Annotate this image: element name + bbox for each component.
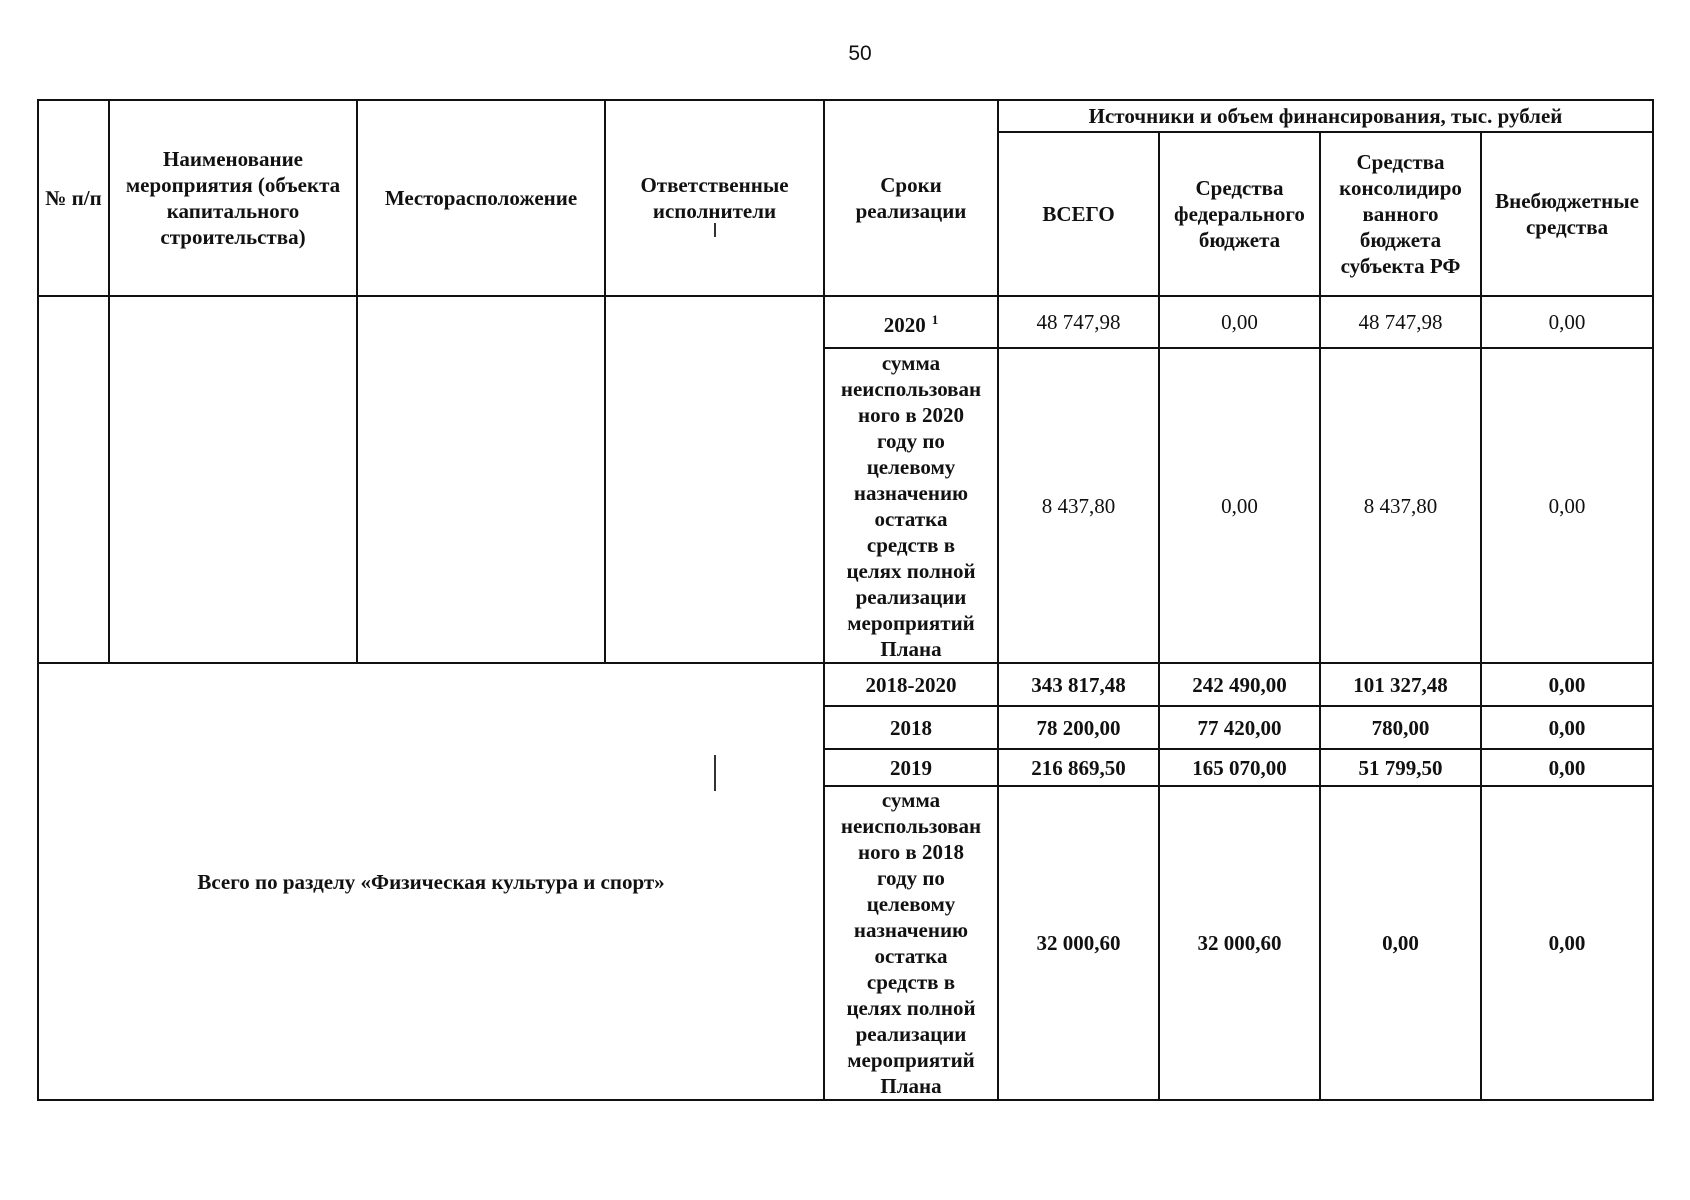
summary-label: Всего по разделу «Физическая культура и спорт» bbox=[38, 663, 824, 1100]
header-regional: Средства консолидиро ванного бюджета субъекта РФ bbox=[1320, 132, 1481, 296]
federal-cell: 165 070,00 bbox=[1159, 749, 1320, 786]
cell-location bbox=[357, 296, 605, 663]
header-terms: Сроки реализации bbox=[824, 100, 998, 296]
header-extra: Внебюджетные средства bbox=[1481, 132, 1653, 296]
extra-cell: 0,00 bbox=[1481, 786, 1653, 1100]
total-cell: 32 000,60 bbox=[998, 786, 1159, 1100]
term-text: 2020 bbox=[883, 312, 926, 337]
term-cell: 2018 bbox=[824, 706, 998, 749]
page-number: 50 bbox=[848, 42, 872, 65]
header-funding-group: Источники и объем финансирования, тыс. рублей bbox=[998, 100, 1653, 132]
scan-mark bbox=[714, 223, 716, 237]
federal-cell: 0,00 bbox=[1159, 296, 1320, 348]
header-location: Месторасположение bbox=[357, 100, 605, 296]
cell-name bbox=[109, 296, 357, 663]
financing-table bbox=[37, 99, 1654, 1101]
extra-cell: 0,00 bbox=[1481, 296, 1653, 348]
total-cell: 48 747,98 bbox=[998, 296, 1159, 348]
header-name: Наименование мероприятия (объекта капитального строительства) bbox=[109, 100, 357, 296]
extra-cell: 0,00 bbox=[1481, 706, 1653, 749]
regional-cell: 48 747,98 bbox=[1320, 296, 1481, 348]
table-row bbox=[38, 296, 1653, 348]
extra-cell: 0,00 bbox=[1481, 348, 1653, 663]
federal-cell: 32 000,60 bbox=[1159, 786, 1320, 1100]
total-cell: 216 869,50 bbox=[998, 749, 1159, 786]
regional-cell: 51 799,50 bbox=[1320, 749, 1481, 786]
extra-cell: 0,00 bbox=[1481, 749, 1653, 786]
scan-mark bbox=[714, 755, 716, 791]
header-total: ВСЕГО bbox=[998, 132, 1159, 296]
header-responsible: Ответственные исполнители bbox=[605, 100, 824, 296]
footnote-marker: 1 bbox=[931, 311, 939, 327]
regional-cell: 0,00 bbox=[1320, 786, 1481, 1100]
term-cell bbox=[824, 296, 998, 348]
regional-cell: 8 437,80 bbox=[1320, 348, 1481, 663]
regional-cell: 101 327,48 bbox=[1320, 663, 1481, 706]
extra-cell: 0,00 bbox=[1481, 663, 1653, 706]
total-cell: 343 817,48 bbox=[998, 663, 1159, 706]
term-note-cell: сумма неиспользован ного в 2018 году по целевому назначению остатка средств в целях полной реализации мероприятий Плана bbox=[824, 786, 998, 1100]
cell-num bbox=[38, 296, 109, 663]
header-federal: Средства федерального бюджета bbox=[1159, 132, 1320, 296]
cell-responsible bbox=[605, 296, 824, 663]
summary-row bbox=[38, 663, 1653, 706]
regional-cell: 780,00 bbox=[1320, 706, 1481, 749]
term-cell: 2018-2020 bbox=[824, 663, 998, 706]
total-cell: 78 200,00 bbox=[998, 706, 1159, 749]
term-note-cell: сумма неиспользован ного в 2020 году по целевому назначению остатка средств в целях полной реализации мероприятий Плана bbox=[824, 348, 998, 663]
header-num: № п/п bbox=[38, 100, 109, 296]
total-cell: 8 437,80 bbox=[998, 348, 1159, 663]
term-cell: 2019 bbox=[824, 749, 998, 786]
federal-cell: 0,00 bbox=[1159, 348, 1320, 663]
federal-cell: 242 490,00 bbox=[1159, 663, 1320, 706]
federal-cell: 77 420,00 bbox=[1159, 706, 1320, 749]
